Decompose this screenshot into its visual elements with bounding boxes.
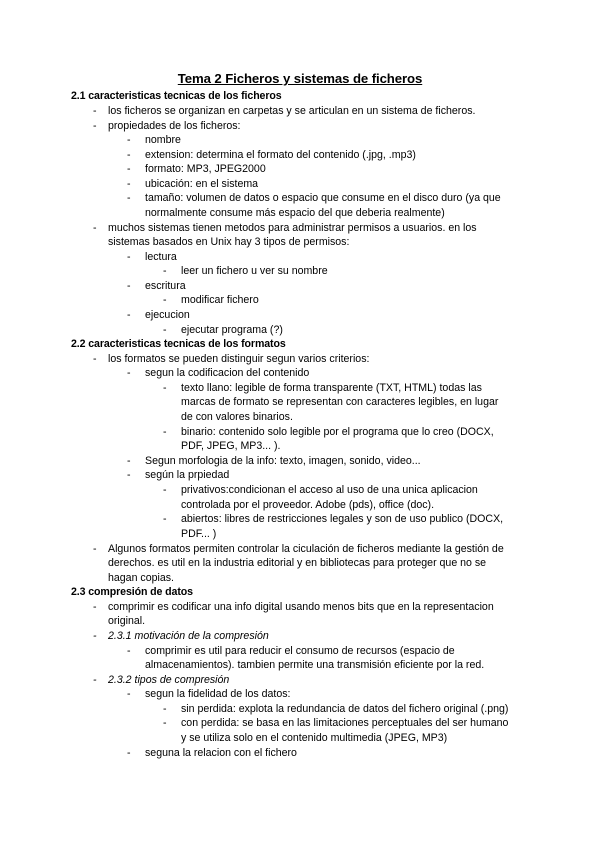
page-title: Tema 2 Ficheros y sistemas de ficheros — [177, 71, 423, 86]
section-heading-2-2: 2.2 caracteristicas tecnicas de los formatos — [71, 338, 286, 350]
list-item: modificar fichero — [181, 294, 259, 306]
bullet-dash: - — [127, 688, 131, 700]
list-item: sin perdida: explota la redundancia de datos del fichero original (.png) — [181, 703, 509, 715]
list-item: con perdida: se basa en las limitaciones perceptuales del ser humano — [181, 717, 509, 729]
bullet-dash: - — [163, 513, 167, 525]
list-item-continuation: marcas de formato se representan con caracteres legibles, en lugar — [181, 396, 499, 408]
bullet-dash: - — [163, 717, 167, 729]
list-item: Algunos formatos permiten controlar la ciculación de ficheros mediante la gestión de — [108, 543, 504, 555]
list-item-continuation: y se utiliza solo en el contenido multimedia (JPEG, MP3) — [181, 732, 448, 744]
subsection-heading-2-3-1: 2.3.1 motivación de la compresión — [108, 630, 269, 642]
list-item: binario: contenido solo legible por el programa que lo creo (DOCX, — [181, 426, 494, 438]
list-item: extension: determina el formato del contenido (.jpg, .mp3) — [145, 149, 416, 161]
bullet-dash: - — [127, 163, 131, 175]
list-item-continuation: normalmente consume más espacio del que deberia realmente) — [145, 207, 445, 219]
list-item: abiertos: libres de restricciones legales y son de uso publico (DOCX, — [181, 513, 504, 525]
list-item: propiedades de los ficheros: — [108, 120, 241, 132]
bullet-dash: - — [93, 105, 97, 117]
list-item-continuation: PDF... ) — [181, 528, 217, 540]
bullet-dash: - — [163, 324, 167, 336]
bullet-dash: - — [93, 674, 97, 686]
list-item: comprimir es codificar una info digital usando menos bits que en la representacion — [108, 601, 494, 613]
list-item-continuation: sistemas basados en Unix hay 3 tipos de permisos: — [108, 236, 350, 248]
bullet-dash: - — [127, 455, 131, 467]
list-item: privativos:condicionan el acceso al uso de una unica aplicacion — [181, 484, 478, 496]
list-item: según la prpiedad — [145, 469, 230, 481]
list-item: segun la codificacion del contenido — [145, 367, 310, 379]
bullet-dash: - — [127, 309, 131, 321]
list-item: ejecutar programa (?) — [181, 324, 283, 336]
bullet-dash: - — [93, 543, 97, 555]
list-item: los formatos se pueden distinguir segun varios criterios: — [108, 353, 370, 365]
section-heading-2-1: 2.1 caracteristicas tecnicas de los ficheros — [71, 90, 282, 102]
subsection-heading-2-3-2: 2.3.2 tipos de compresión — [108, 674, 230, 686]
list-item: ubicación: en el sistema — [145, 178, 259, 190]
list-item: tamaño: volumen de datos o espacio que consume en el disco duro (ya que — [145, 192, 501, 204]
bullet-dash: - — [163, 265, 167, 277]
bullet-dash: - — [127, 178, 131, 190]
bullet-dash: - — [93, 222, 97, 234]
bullet-dash: - — [127, 251, 131, 263]
list-item: texto llano: legible de forma transparente (TXT, HTML) todas las — [181, 382, 482, 394]
list-item: los ficheros se organizan en carpetas y se articulan en un sistema de ficheros. — [108, 105, 476, 117]
bullet-dash: - — [127, 149, 131, 161]
bullet-dash: - — [93, 601, 97, 613]
list-item-continuation: original. — [108, 615, 146, 627]
bullet-dash: - — [93, 353, 97, 365]
bullet-dash: - — [163, 294, 167, 306]
bullet-dash: - — [163, 703, 167, 715]
bullet-dash: - — [127, 192, 131, 204]
list-item-continuation: PDF, JPEG, MP3... ). — [181, 440, 281, 452]
list-item: leer un fichero u ver su nombre — [181, 265, 328, 277]
list-item-continuation: controlada por el proveedor. Adobe (pds), office (doc). — [181, 499, 435, 511]
list-item: escritura — [145, 280, 186, 292]
list-item: formato: MP3, JPEG2000 — [145, 163, 266, 175]
list-item: nombre — [145, 134, 181, 146]
list-item-continuation: de con valores binarios. — [181, 411, 293, 423]
list-item: lectura — [145, 251, 177, 263]
bullet-dash: - — [127, 367, 131, 379]
bullet-dash: - — [93, 630, 97, 642]
bullet-dash: - — [127, 280, 131, 292]
bullet-dash: - — [93, 120, 97, 132]
list-item: segun la fidelidad de los datos: — [145, 688, 291, 700]
bullet-dash: - — [127, 134, 131, 146]
list-item: Segun morfologia de la info: texto, imagen, sonido, video... — [145, 455, 421, 467]
list-item-continuation: hagan copias. — [108, 572, 174, 584]
list-item: seguna la relacion con el fichero — [145, 747, 297, 759]
bullet-dash: - — [127, 747, 131, 759]
bullet-dash: - — [163, 484, 167, 496]
list-item: ejecucion — [145, 309, 190, 321]
list-item: comprimir es util para reducir el consumo de recursos (espacio de — [145, 645, 455, 657]
list-item-continuation: derechos. es util en la industria editorial y en bibliotecas para proteger que no se — [108, 557, 487, 569]
bullet-dash: - — [127, 469, 131, 481]
bullet-dash: - — [163, 426, 167, 438]
bullet-dash: - — [127, 645, 131, 657]
list-item: muchos sistemas tienen metodos para administrar permisos a usuarios. en los — [108, 222, 477, 234]
section-heading-2-3: 2.3 compresión de datos — [71, 586, 193, 598]
list-item-continuation: almacenamientos). tambien permite una transmisión eficiente por la red. — [145, 659, 485, 671]
bullet-dash: - — [163, 382, 167, 394]
